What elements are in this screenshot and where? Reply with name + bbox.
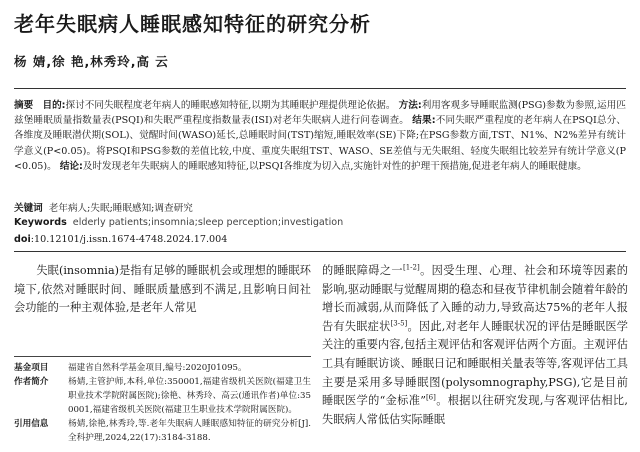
author-text: 杨婧,主管护师,本科,单位:350001,福建省级机关医院(福建卫生职业技术学院附属医院);徐艳、林秀玲、高云(通讯作者)单位:350001,福建省级机关医院(福建卫生职业技术学院附属医院)。 xyxy=(68,377,311,415)
keywords-en-text: elderly patients;insomnia;sleep perception;investigation xyxy=(72,217,344,228)
author-list: 杨 婧,徐 艳,林秀玲,高 云 xyxy=(14,54,169,69)
results-label: 结果: xyxy=(412,115,436,127)
intro-paragraph: 失眠(insomnia)是指有足够的睡眠机会或理想的睡眠环境下,依然对睡眠时间、睡眠质量感到不满足,且影响日间社会功能的一种主观体验,是老年人常见 xyxy=(14,264,311,315)
objective-label: 目的: xyxy=(42,100,66,111)
body-left-column xyxy=(14,262,311,318)
citation-info xyxy=(14,417,311,445)
conclusion-label: 结论: xyxy=(59,160,83,172)
article-title: 老年失眠病人睡眠感知特征的研究分析 xyxy=(14,12,371,36)
header-divider xyxy=(14,88,626,89)
continuation-text-2: 。因受生理、心理、社会和环境等因素的影响,驱动睡眠与觉醒周期的稳态和昼夜节律机制会随着年龄的增长而减弱,从而降低了入睡的动力,导致高达75%的老年人报告有失眠症状 xyxy=(322,264,628,333)
doi-label: doi xyxy=(14,234,31,245)
doi-value: :10.12101/j.issn.1674-4748.2024.17.004 xyxy=(30,234,228,245)
citation-ref: [6] xyxy=(425,393,436,402)
fund-label: 基金项目 xyxy=(14,363,49,373)
methods-text: 利用客观多导睡眠监测(PSG)参数为参照,运用匹兹堡睡眠质量指数量表(PSQI)和失眠严重程度指数量表(ISI)对老年失眠病人进行问卷调查。 xyxy=(14,100,626,127)
citation-ref: [3-5] xyxy=(390,319,408,328)
keywords-en-label: Keywords xyxy=(14,217,67,228)
keywords-cn-label: 关键词 xyxy=(14,203,43,214)
article-footnote xyxy=(14,356,311,445)
keywords-en xyxy=(14,217,343,228)
methods-label: 方法: xyxy=(398,100,422,111)
continuation-text-4: 。根据以往研究发现,与客观评估相比,失眠病人常低估实际睡眠 xyxy=(322,394,628,426)
author-label: 作者简介 xyxy=(14,377,49,387)
abstract xyxy=(14,98,626,174)
citation-text: 杨婧,徐艳,林秀玲,等.老年失眠病人睡眠感知特征的研究分析[J].全科护理,2024,22(17):3184-3188. xyxy=(68,419,311,443)
keywords-cn xyxy=(14,200,193,214)
conclusion-text: 及时发现老年失眠病人的睡眠感知特征,以PSQI各维度为切入点,实施针对性的护理干预措施,促进老年病人的睡眠健康。 xyxy=(82,160,587,172)
continuation-text-3: 。因此,对老年人睡眠状况的评估是睡眠医学关注的重要内容,包括主观评估和客观评估两个方面。主观评估工具有睡眠访谈、睡眠日记和睡眠相关量表等等,客观评估工具主要是采用多导睡眠图(polysomnography,PSG),它是目前睡眠医学的“金标准” xyxy=(322,319,628,408)
doi-line xyxy=(14,234,227,245)
body-right-column xyxy=(322,262,628,429)
fund-info xyxy=(14,361,311,375)
citation-label: 引用信息 xyxy=(14,419,49,429)
abstract-divider xyxy=(14,251,626,252)
intro-continuation xyxy=(322,262,628,429)
continuation-text-1: 的睡眠障碍之一 xyxy=(322,264,403,277)
author-info xyxy=(14,375,311,417)
objective-text: 探讨不同失眠程度老年病人的睡眠感知特征,以期为其睡眠护理提供理论依据。 xyxy=(65,100,396,111)
fund-text: 福建省自然科学基金项目,编号:2020J01095。 xyxy=(68,363,247,373)
results-text: 不同失眠严重程度的老年病人在PSQI总分、各维度及睡眠潜伏期(SOL)、觉醒时间(WASO)延长,总睡眠时间(TST)缩短,睡眠效率(SE)下降;在PSG参数方面,TST、N1%、N2%差异有统计学意义(P<0.05)。将PSQI和PSG参数的差值比较,中度、重度失眠组TST、WASO、SE差值与无失眠组、轻度失眠组比较差异有统计学意义(P<0.05)。 xyxy=(14,115,626,172)
citation-ref: [1-2] xyxy=(403,263,420,272)
keywords-cn-text: 老年病人;失眠;睡眠感知;调查研究 xyxy=(48,203,193,214)
abstract-label: 摘要 xyxy=(14,100,34,111)
